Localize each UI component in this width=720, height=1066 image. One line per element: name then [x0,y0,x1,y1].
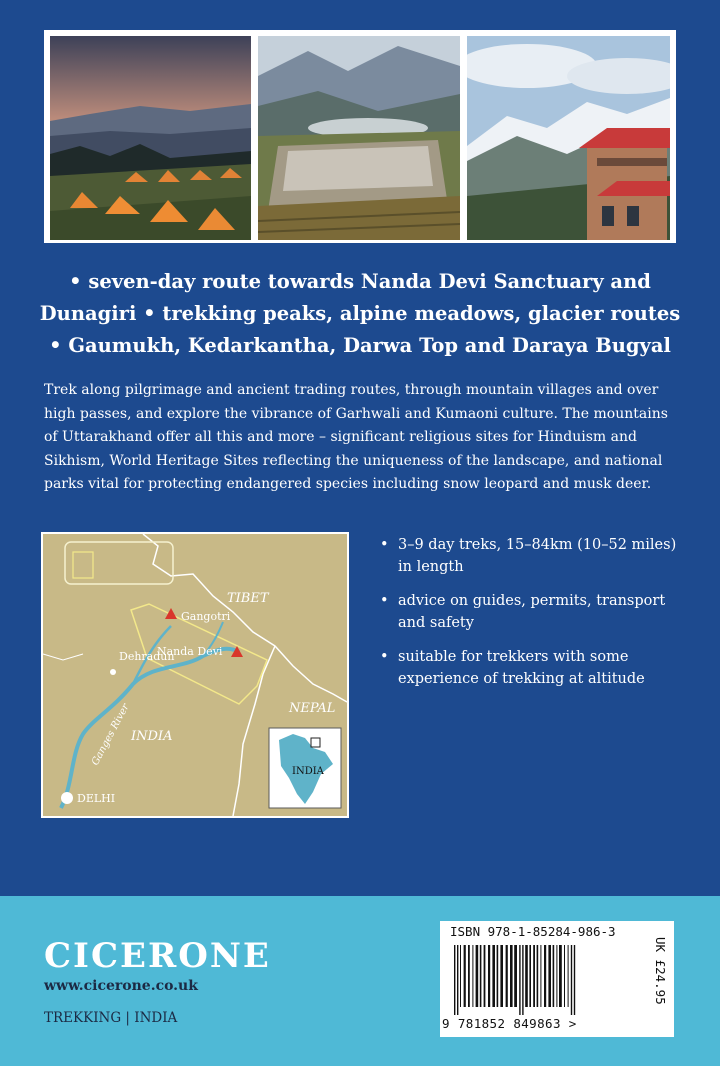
barcode-bar [529,945,531,1007]
feature-text: 3–9 day treks, 15–84km (10–52 miles) in length [398,537,677,575]
barcode-bar [476,945,479,1007]
photo-campsite [50,36,251,240]
label-nepal: NEPAL [289,701,336,716]
feature-text: suitable for trekkers with some experience of trekking at altitude [398,649,645,687]
label-india: INDIA [131,729,173,744]
barcode-bar [574,945,575,1015]
description: Trek along pilgrimage and ancient trading routes, through mountain villages and over high passes, and explore the vibrance of Garhwali and Kumaoni culture. The mountains of Uttarakhand offer all this and more – significant religious sites for Hinduism and Sikhism, World Heritage Sites reflecting the uniqueness of the landscape, and national parks vital for protecting endangered species including snow leopard and musk deer. [44,382,668,492]
dehradun-dot [110,669,116,675]
highlights [30,266,690,362]
barcode-bar [568,945,569,1007]
barcode-digits: 9 781852 849863 > [442,1016,577,1031]
feature-list [380,534,680,702]
label-inset-india: INDIA [292,766,324,777]
delhi-dot [61,792,73,804]
bullet: • [380,593,389,609]
barcode-panel [440,921,674,1037]
barcode-bar [484,945,486,1007]
label-gangotri: Gangotri [181,610,231,623]
barcode-bar [564,945,565,1007]
barcode-bar [454,945,455,1015]
barcode-bar [544,945,546,1007]
barcode-bar [500,945,503,1007]
barcode-bar [519,945,520,1015]
label-dehradun: Dehradun [119,650,175,663]
series-label: TREKKING | INDIA [44,1010,178,1026]
barcode-bar [556,945,557,1007]
barcode-bar [514,945,517,1007]
barcode-bar [525,945,528,1007]
highlight-line: • seven-day route towards Nanda Devi Sanctuary and [69,270,651,293]
barcode-bar [571,945,572,1015]
barcode-bar [468,945,470,1007]
photo-strip [44,30,676,243]
feature-text: advice on guides, permits, transport and safety [398,593,666,631]
photo-mountain-house [467,36,670,240]
barcode-bar [559,945,562,1007]
highlight-line: • Gaumukh, Kedarkantha, Darwa Top and Daraya Bugyal [49,334,671,357]
barcode-bar [464,945,466,1007]
label-ganges: Ganges River [89,702,132,768]
barcode-bar [488,945,490,1007]
feature-item [380,646,680,690]
barcode-bar [533,945,535,1007]
barcode-bar [506,945,508,1007]
price-label: UK £24.95 [653,937,668,1005]
publisher-url[interactable]: www.cicerone.co.uk [44,978,198,994]
highlight-line: Dunagiri • trekking peaks, alpine meadows, glacier routes [39,302,681,325]
barcode-bar [480,945,482,1007]
barcode-bar [492,945,495,1007]
barcode-bar [537,945,539,1007]
label-tibet: TIBET [227,591,269,606]
barcode-bar [553,945,555,1007]
barcode-bar [548,945,551,1007]
label-delhi: DELHI [77,792,116,805]
barcode-bar [460,945,461,1007]
bullet: • [380,537,389,553]
publisher-logo: CICERONE [44,936,271,976]
barcode-bar [497,945,499,1007]
feature-item [380,534,680,578]
barcode [452,945,642,1015]
photo-village [258,36,460,240]
barcode-bar [457,945,458,1015]
barcode-bar [472,945,473,1007]
isbn-text: ISBN 978-1-85284-986-3 [450,924,616,939]
barcode-bar [540,945,541,1007]
route-map [41,532,349,818]
barcode-bar [510,945,513,1007]
feature-item [380,590,680,634]
label-nanda-devi: Nanda Devi [157,645,223,658]
barcode-bar [522,945,523,1015]
bullet: • [380,649,389,665]
